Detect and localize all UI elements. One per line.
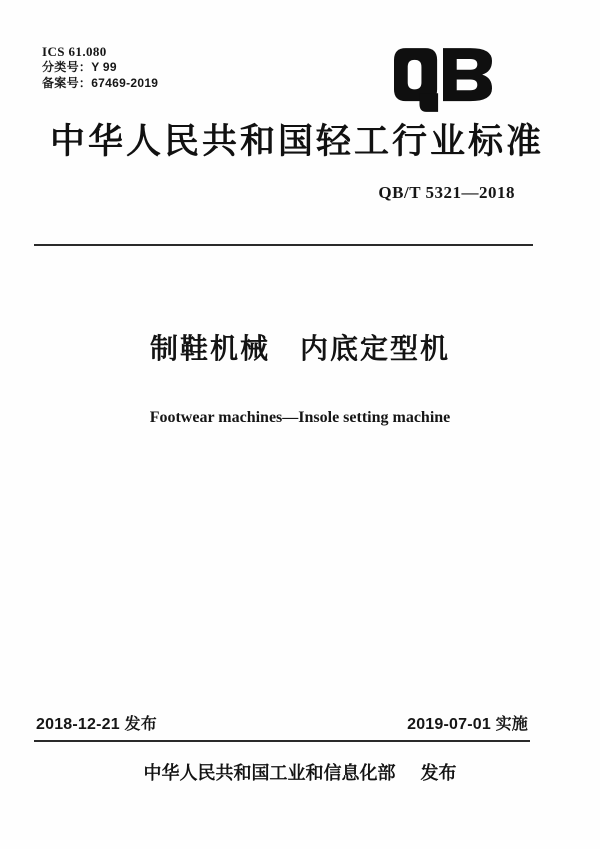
classification-code: 分类号：Y 99	[42, 60, 117, 74]
document-title-english: Footwear machines—Insole setting machine	[149, 409, 451, 426]
header-divider	[34, 244, 533, 246]
document-title-chinese: 制鞋机械 内底定型机	[149, 333, 450, 364]
issuer-action: 发布	[420, 763, 457, 783]
meta-block	[42, 44, 158, 91]
qb-logo	[394, 48, 492, 113]
footer-divider	[34, 740, 530, 742]
record-number: 备案号：67469-2019	[42, 75, 159, 90]
implementation-date: 2019-07-01 实施	[407, 716, 528, 733]
ics-code: ICS 61.080	[42, 44, 107, 59]
qb-logo-text	[492, 48, 493, 49]
issuer-name: 中华人民共和国工业和信息化部	[143, 763, 396, 783]
qb-logo-glyph	[394, 48, 492, 113]
issuer-line	[0, 763, 600, 785]
standard-number: QB/T 5321—2018	[378, 183, 515, 202]
standard-category-title: 中华人民共和国轻工行业标准	[49, 122, 544, 161]
issue-date: 2018-12-21 发布	[36, 716, 157, 733]
